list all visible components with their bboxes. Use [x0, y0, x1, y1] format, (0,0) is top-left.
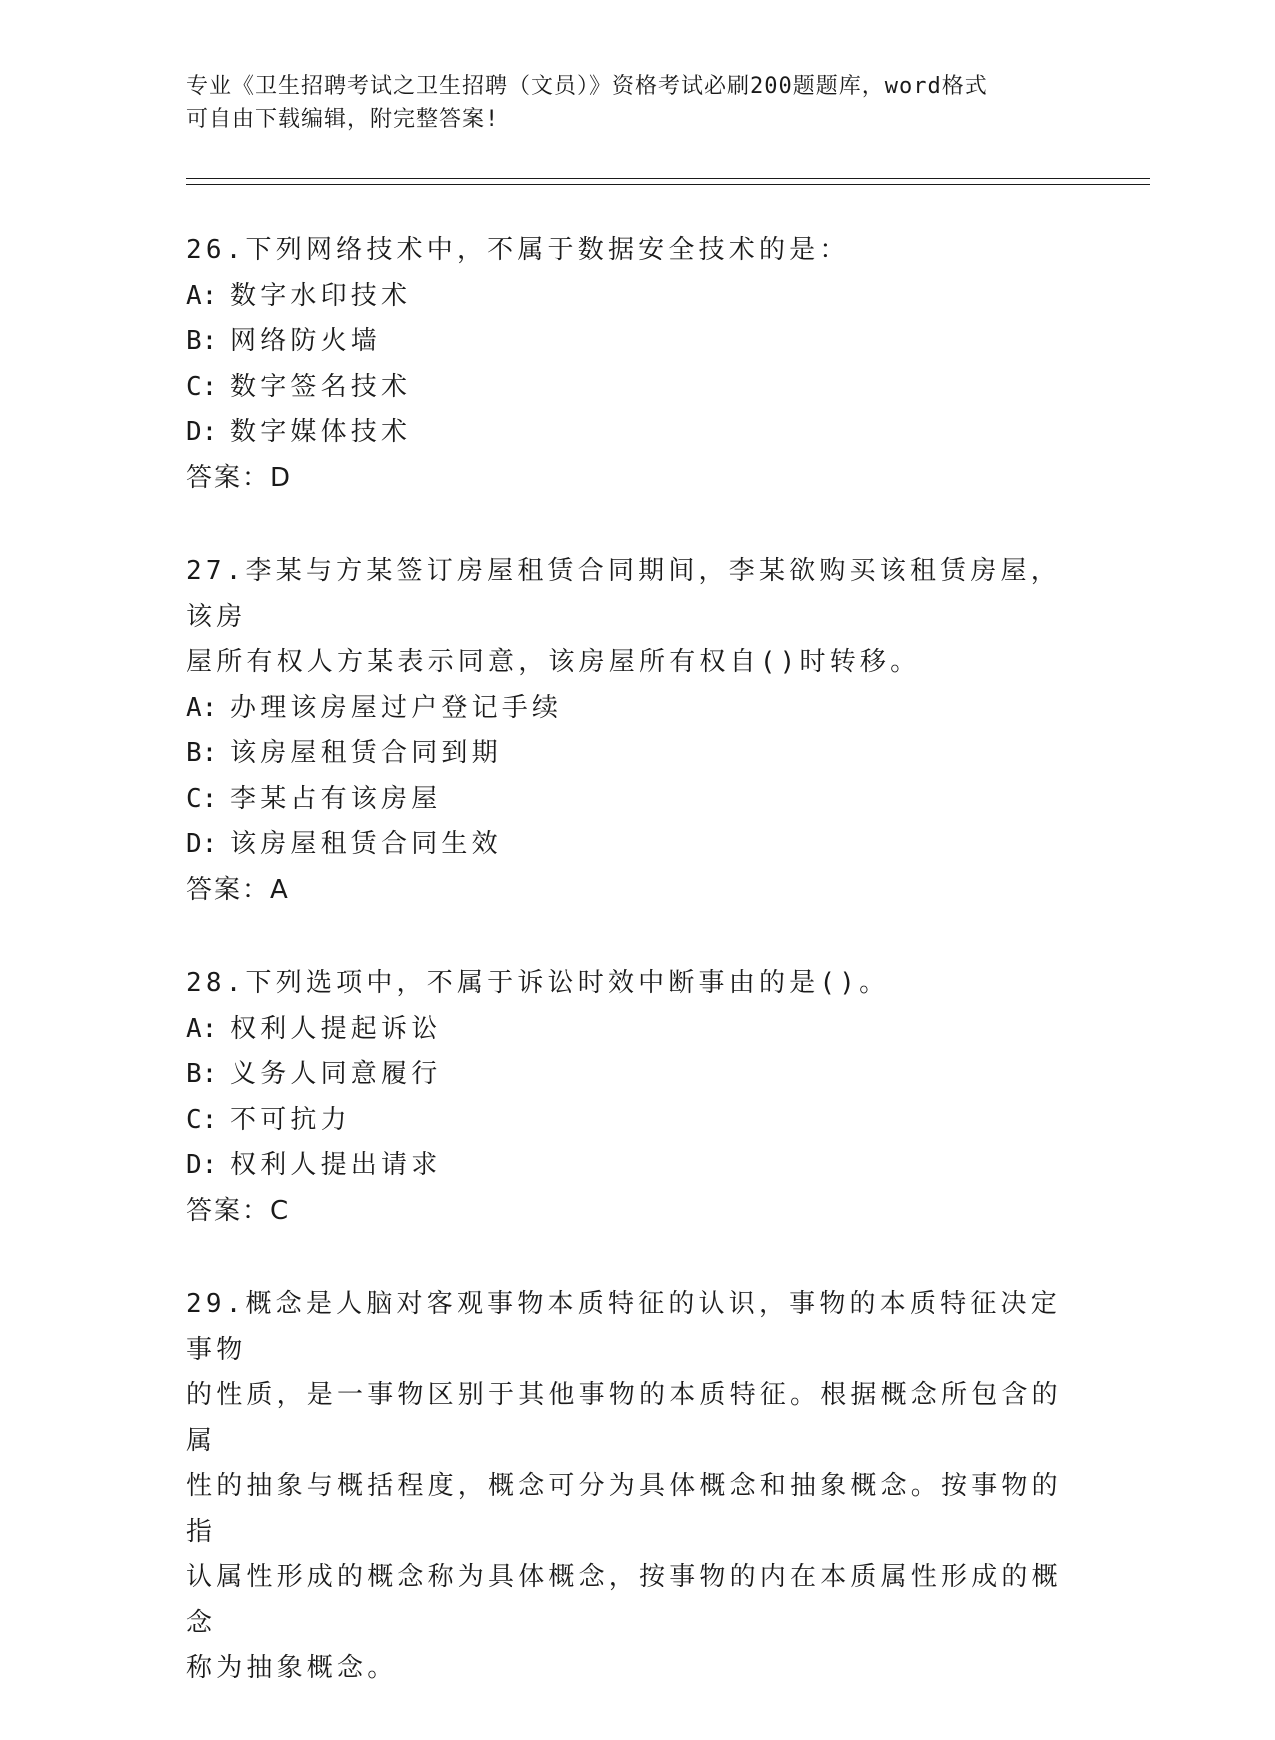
option-letter: C:: [186, 1104, 218, 1135]
question-text-line: 认属性形成的概念称为具体概念，按事物的内在本质属性形成的概念: [186, 1562, 1062, 1638]
answer-option: [186, 410, 1086, 456]
option-text: 数字媒体技术: [230, 417, 412, 447]
option-letter: B:: [186, 1059, 218, 1089]
question-list: [186, 228, 1086, 1740]
answer-option: [186, 274, 1086, 320]
option-text: 办理该房屋过户登记手续: [230, 692, 563, 723]
header-line-2: 可自由下载编辑，附完整答案!: [186, 107, 500, 132]
option-letter: D:: [186, 829, 218, 859]
question-text-line: 性的抽象与概括程度，概念可分为具体概念和抽象概念。按事物的指: [186, 1471, 1062, 1547]
document-header: [186, 70, 1066, 136]
option-text: 义务人同意履行: [230, 1059, 442, 1089]
option-text: 权利人提起诉讼: [230, 1013, 442, 1044]
answer-option: [186, 365, 1086, 411]
answer-key: 答案：D: [186, 462, 293, 493]
question-text-line: 28.下列选项中，不属于诉讼时效中断事由的是()。: [186, 968, 890, 998]
option-text: 数字签名技术: [230, 371, 412, 402]
option-letter: C:: [186, 783, 218, 814]
answer-option: [186, 1098, 1086, 1144]
option-text: 李某占有该房屋: [230, 783, 442, 814]
question-text-line: 屋所有权人方某表示同意，该房屋所有权自()时转移。: [186, 647, 921, 677]
answer-option: [186, 1052, 1086, 1098]
answer-option: [186, 1007, 1086, 1053]
option-letter: B:: [186, 738, 218, 768]
header-line-1: 专业《卫生招聘考试之卫生招聘（文员）》资格考试必刷200题题库，word格式: [186, 74, 988, 99]
option-letter: D:: [186, 417, 218, 447]
answer-option: [186, 731, 1086, 777]
option-text: 数字水印技术: [230, 280, 412, 311]
question-text-line: 29.概念是人脑对客观事物本质特征的认识，事物的本质特征决定事物: [186, 1289, 1061, 1365]
option-letter: C:: [186, 371, 218, 402]
answer-option: [186, 777, 1086, 823]
option-text: 不可抗力: [230, 1104, 351, 1135]
answer-key: 答案：C: [186, 1195, 291, 1226]
option-letter: A:: [186, 692, 218, 723]
answer-option: [186, 1143, 1086, 1189]
option-text: 该房屋租赁合同生效: [230, 829, 502, 859]
question-block: [186, 549, 1086, 913]
question-text-line: 27.李某与方某签订房屋租赁合同期间，李某欲购买该租赁房屋，该房: [186, 556, 1061, 632]
question-text-line: 的性质，是一事物区别于其他事物的本质特征。根据概念所包含的属: [186, 1380, 1062, 1456]
question-block: [186, 228, 1086, 501]
header-divider-bottom: [186, 184, 1150, 185]
question-block: [186, 961, 1086, 1234]
option-letter: D:: [186, 1150, 218, 1180]
answer-option: [186, 822, 1086, 868]
option-text: 该房屋租赁合同到期: [230, 738, 502, 768]
option-text: 网络防火墙: [230, 326, 382, 356]
answer-option: [186, 319, 1086, 365]
option-letter: A:: [186, 1013, 218, 1044]
option-letter: A:: [186, 280, 218, 311]
question-text-line: 26.下列网络技术中，不属于数据安全技术的是：: [186, 235, 850, 265]
answer-key: 答案：A: [186, 874, 290, 905]
header-divider-top: [186, 178, 1150, 179]
option-letter: B:: [186, 326, 218, 356]
option-text: 权利人提出请求: [230, 1150, 442, 1180]
question-block: [186, 1282, 1086, 1692]
question-text-line: 称为抽象概念。: [186, 1653, 398, 1683]
answer-option: [186, 686, 1086, 732]
